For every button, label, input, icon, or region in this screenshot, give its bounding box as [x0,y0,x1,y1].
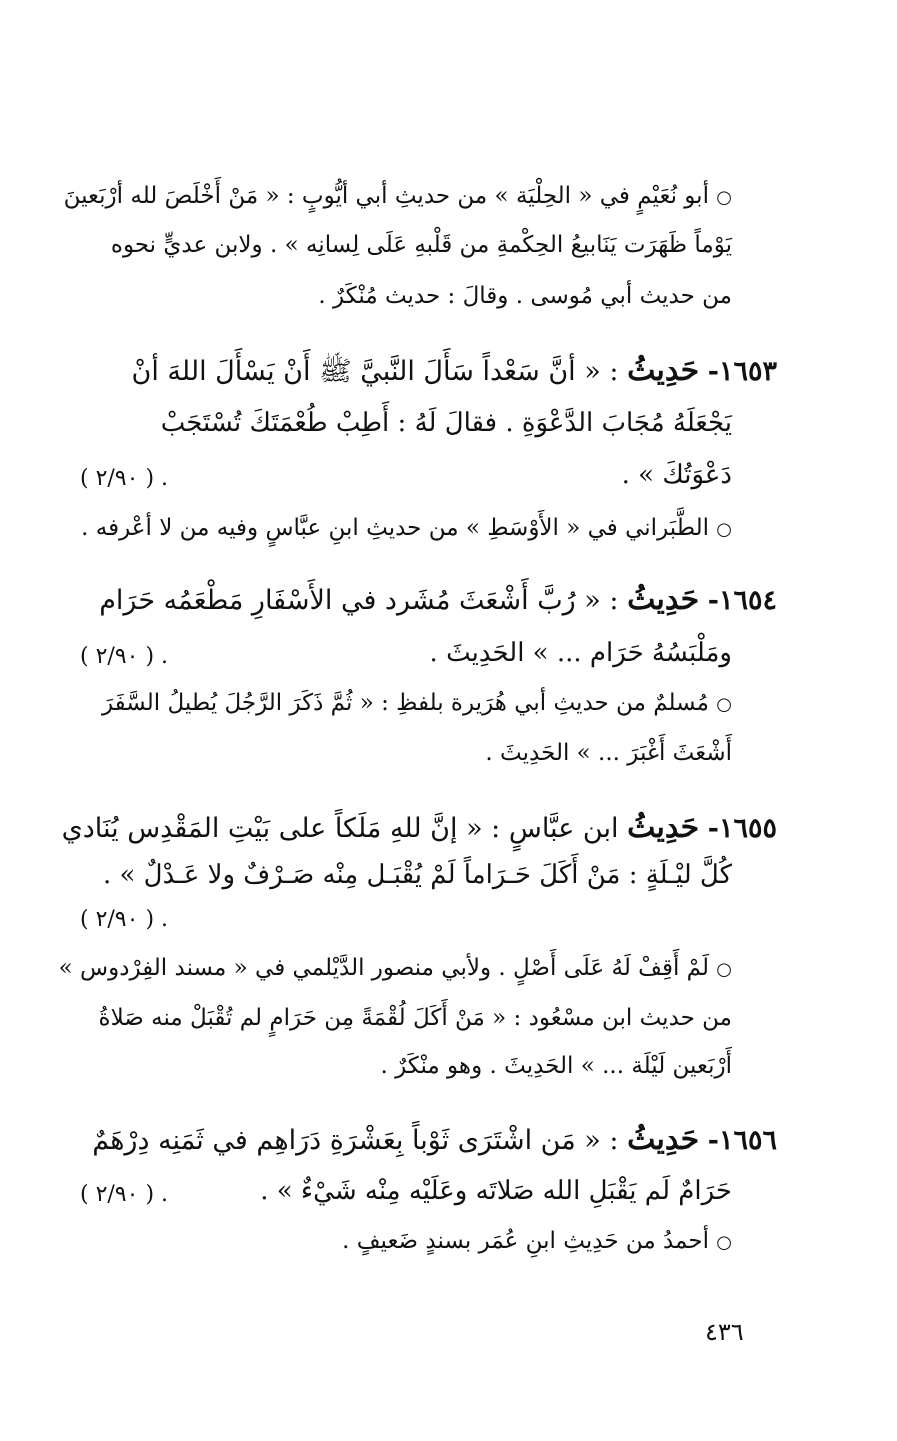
circle-mark-icon: ○ [716,187,732,208]
note-line: أَشْعَثَ أَغْبَرَ ... » الحَدِيثَ . [485,740,732,766]
note-line: أَرْبَعين لَيْلَة ... » الحَدِيثَ . وهو منْكَرٌ . [380,1053,732,1079]
note-text: أبو نُعَيْمٍ في « الحِلْيَة » من حديثِ أبي أيُّوبٍ : « مَنْ أَخْلَصَ لله أرْبَعينَ [63,183,709,209]
page-number: ٤٣٦ [705,1318,744,1346]
hadith-text: : « رُبَّ أَشْعَثَ مُشَرد في الأَسْفَارِ مَطْعَمُه حَرَام [99,585,619,616]
hadith-heading [61,810,777,846]
hadith-keyword: حَدِيثُ [627,1122,700,1157]
hadith-heading [87,353,777,389]
note-line [63,183,732,211]
note-text: مُسلمٌ من حديثِ أبي هُرَيرة بلفظِ : « ثُمَّ ذَكَرَ الرَّجُلَ يُطيلُ السَّفَرَ [101,690,709,716]
volume-page-reference: ( ٢/٩٠ ) . [80,907,169,932]
hadith-heading [87,582,777,618]
volume-page-reference: ( ٢/٩٠ ) . [80,644,169,669]
volume-page-reference: ( ٢/٩٠ ) . [80,1182,169,1207]
hadith-text: : « مَن اشْتَرَى ثَوْباً بِعَشْرَةِ دَرَاهِم في ثَمَنِه دِرْهَمٌ [92,1125,619,1156]
circle-mark-icon: ○ [716,519,732,540]
hadith-number: ١٦٥٣- [707,356,777,387]
hadith-line: يَجْعَلَهُ مُجَابَ الدَّعْوَةِ . فقالَ لَهُ : أَطِبْ طُعْمَتَكَ تُسْتَجَبْ [160,408,732,438]
hadith-keyword: حَدِيثُ [627,353,700,388]
hadith-number: ١٦٥٥- [707,813,777,844]
note-text: لَمْ أَقِفْ لَهُ عَلَى أَصْلٍ . ولأبي منصور الدَّيْلمي في « مسند الفِرْدوس » [58,955,709,981]
note-line [101,690,732,718]
volume-page-reference: ( ٢/٩٠ ) . [80,466,169,491]
hadith-text: ابن عبَّاسٍ : « إنَّ للهِ مَلَكاً على بَيْتِ المَقْدِس يُنَادي [61,813,619,844]
hadith-line: دَعْوَتُكَ » . [621,460,732,490]
hadith-keyword: حَدِيثُ [627,582,700,617]
hadith-line: كُلَّ ليْـلَةٍ : مَنْ أَكَلَ حَـرَاماً لَمْ يُقْبَـل مِنْه صَـرْفٌ ولا عَـدْلٌ » . [102,860,732,890]
note-line: من حديث أبي مُوسى . وقالَ : حديث مُنْكَرٌ . [318,283,732,309]
circle-mark-icon: ○ [716,694,732,715]
note-line: من حديث ابن مسْعُود : « مَنْ أَكَلَ لُقْمَةً مِن حَرَامٍ لم تُقْبَلْ منه صَلاةُ [98,1005,732,1031]
note-line [132,1228,732,1256]
hadith-line: ومَلْبَسُهُ حَرَام ... » الحَدِيثَ . [429,638,732,668]
hadith-heading [87,1122,777,1158]
note-line [58,955,732,983]
circle-mark-icon: ○ [716,959,732,980]
note-line: يَوْماً ظَهَرَت يَنَابيعُ الحِكْمةِ من قَلْبهِ عَلَى لِسانِه » . ولابن عديٍّ نحوه [110,232,732,258]
hadith-text: : « أنَّ سَعْداً سَأَلَ النَّبيَّ ﷺ أَنْ يَسْأَلَ اللهَ أنْ [131,356,619,387]
hadith-number: ١٦٥٦- [707,1125,777,1156]
note-text: أحمدُ من حَدِيثِ ابنِ عُمَر بسندٍ ضَعيفٍ . [342,1228,709,1254]
hadith-line: حَرَامٌ لَم يَقْبَلِ الله صَلاتَه وعَلَيْه مِنْه شَيْءٌ » . [260,1176,732,1206]
note-text: الطَّبَراني في « الأَوْسَطِ » من حديثِ ابنِ عبَّاسٍ وفيه من لا أعْرفه . [81,515,709,541]
hadith-number: ١٦٥٤- [707,585,777,616]
circle-mark-icon: ○ [716,1232,732,1253]
note-line [81,515,732,543]
hadith-keyword: حَدِيثُ [627,810,700,845]
